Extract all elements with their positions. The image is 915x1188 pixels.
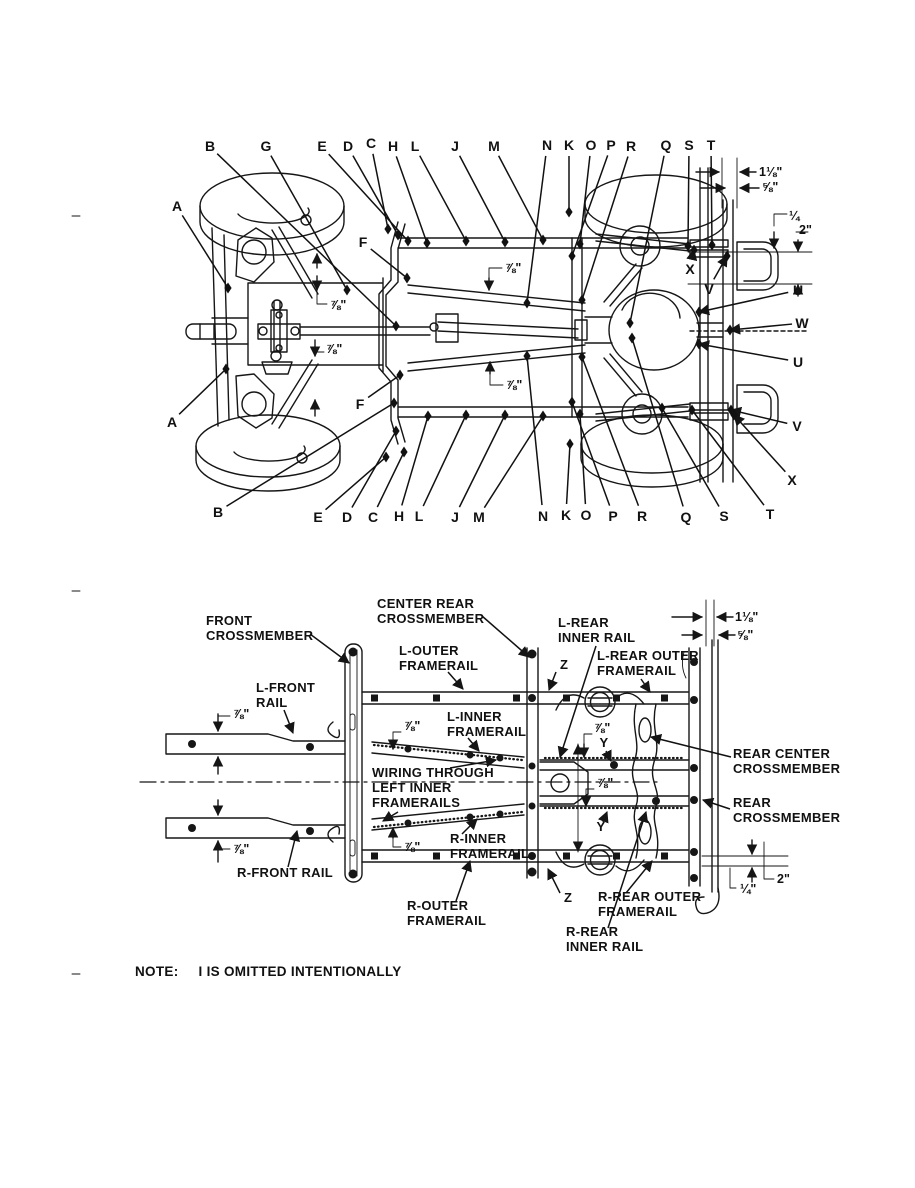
rear-crossmember-label-leader-0 bbox=[703, 800, 730, 809]
note bbox=[135, 964, 402, 979]
callout-letter-s-15: S bbox=[684, 137, 694, 153]
figure-underbody-view bbox=[72, 158, 812, 974]
callout-leader-n-9 bbox=[527, 156, 546, 303]
r-outer-framerail-label-leader-0 bbox=[456, 861, 470, 901]
callout-leader-w-40 bbox=[730, 324, 792, 330]
l-rear-outer-framerail-label-leader-0 bbox=[641, 679, 650, 692]
callout-letter-t-16: T bbox=[706, 137, 716, 153]
callout-letter-b-34: B bbox=[212, 504, 224, 520]
callout-letter-t-31: T bbox=[765, 506, 775, 522]
callout-letter-o-26: O bbox=[580, 507, 592, 523]
callout-letter-x-43: X bbox=[787, 472, 797, 488]
dim-seven-eighths-3: ⅞" bbox=[505, 261, 522, 275]
bolt-marker bbox=[566, 439, 573, 450]
rear-crossmember bbox=[682, 640, 719, 914]
r-rear-outer-framerail-label: R-REAR OUTER FRAMERAIL bbox=[598, 889, 702, 919]
callout-leader-l-6 bbox=[420, 156, 466, 241]
y-upper-label: Y bbox=[599, 735, 609, 750]
bolt-marker bbox=[628, 333, 635, 344]
callout-letter-v-42: V bbox=[792, 418, 802, 434]
dim2-seven-eighths-li: ⅞" bbox=[404, 719, 421, 733]
callout-letter-u-39: U bbox=[792, 282, 804, 298]
callout-letter-e-17: E bbox=[313, 509, 323, 525]
callout-letter-w-40: W bbox=[795, 315, 809, 331]
callout-letter-k-10: K bbox=[563, 137, 575, 153]
dim2-seven-eighths-rf: ⅞" bbox=[233, 842, 250, 856]
l-rear-inner-rail-label: L-REAR INNER RAIL bbox=[558, 615, 636, 645]
callout-leader-r-28 bbox=[582, 357, 638, 506]
callout-leader-c-4 bbox=[373, 154, 388, 229]
center-rear-crossmember-label-leader-0 bbox=[482, 616, 529, 657]
callout-letter-l-6: L bbox=[410, 138, 420, 154]
dim2-two-inch: 2" bbox=[777, 872, 790, 886]
l-outer-framerail-label-leader-0 bbox=[448, 672, 463, 689]
callout-letter-x-37: X bbox=[685, 261, 695, 277]
callout-letter-p-12: P bbox=[606, 137, 616, 153]
callout-letter-g-1: G bbox=[260, 138, 272, 154]
callout-letter-n-24: N bbox=[537, 508, 549, 524]
l-rear-outer-framerail-label: L-REAR OUTER FRAMERAIL bbox=[597, 648, 699, 678]
callout-letter-f-36: F bbox=[355, 396, 365, 412]
bolt-marker bbox=[403, 273, 410, 284]
callout-leader-d-18 bbox=[352, 431, 396, 507]
dim-seven-eighths-2: ⅞" bbox=[326, 342, 343, 356]
callout-letter-d-18: D bbox=[341, 509, 353, 525]
callout-leader-b-34 bbox=[227, 403, 394, 506]
callout-letter-o-11: O bbox=[585, 137, 597, 153]
bolt-marker bbox=[424, 411, 431, 422]
callout-leader-h-20 bbox=[402, 416, 428, 505]
callout-letter-a-33: A bbox=[166, 414, 178, 430]
callout-letter-q-29: Q bbox=[680, 509, 692, 525]
differential bbox=[609, 290, 699, 370]
l-inner-framerail-label-leader-0 bbox=[468, 738, 479, 751]
margin-dash bbox=[72, 216, 80, 974]
dim2-one-eighth: 1⅛" bbox=[735, 610, 759, 624]
note-text: I IS OMITTED INTENTIONALLY bbox=[198, 964, 402, 979]
callout-letter-b-0: B bbox=[204, 138, 216, 154]
r-front-rail-label: R-FRONT RAIL bbox=[237, 865, 334, 880]
drive-shaft bbox=[438, 322, 578, 338]
callout-leader-n-24 bbox=[527, 356, 542, 505]
bolt-marker bbox=[568, 397, 575, 408]
callout-letter-u-41: U bbox=[792, 354, 804, 370]
rear-crossmember-label: REAR CROSSMEMBER bbox=[733, 795, 841, 825]
dim2-five-eighths: ⅝" bbox=[737, 628, 754, 642]
fig1-callouts bbox=[167, 135, 809, 525]
callout-leader-t-16 bbox=[711, 156, 712, 245]
r-inner-framerail-label: R-INNER FRAMERAIL bbox=[450, 831, 530, 861]
callout-letter-c-4: C bbox=[365, 135, 377, 151]
callout-letter-r-13: R bbox=[625, 138, 637, 154]
dim2-seven-eighths-lf: ⅞" bbox=[233, 707, 250, 721]
callout-letter-h-20: H bbox=[393, 508, 405, 524]
callout-leader-s-30 bbox=[662, 408, 719, 506]
dim2-seven-eighths-c1: ⅞" bbox=[594, 721, 611, 735]
y-lower-label: Y bbox=[596, 819, 606, 834]
callout-letter-n-9: N bbox=[541, 137, 553, 153]
callout-letter-h-5: H bbox=[387, 138, 399, 154]
dim2-one-quarter: ¼" bbox=[740, 882, 757, 896]
dim2-seven-eighths-c2: ⅞" bbox=[597, 776, 614, 790]
callout-letter-m-8: M bbox=[488, 138, 500, 154]
bolt-marker bbox=[222, 364, 229, 375]
callout-leader-j-22 bbox=[459, 415, 505, 507]
callout-letter-q-14: Q bbox=[660, 137, 672, 153]
center-rear-crossmember bbox=[527, 648, 538, 878]
l-front-rail-label-leader-0 bbox=[284, 710, 293, 733]
callout-leader-f-35 bbox=[371, 249, 407, 278]
callout-letter-s-30: S bbox=[719, 508, 729, 524]
callout-leader-l-21 bbox=[423, 415, 466, 506]
callout-letter-a-32: A bbox=[171, 198, 183, 214]
callout-letter-d-3: D bbox=[342, 138, 354, 154]
callout-letter-l-21: L bbox=[414, 508, 424, 524]
z-upper-label: Z bbox=[560, 657, 569, 672]
callout-leader-f-36 bbox=[368, 375, 400, 398]
dim-seven-eighths-4: ⅞" bbox=[506, 378, 523, 392]
bolt-marker bbox=[626, 318, 633, 329]
wiring-label: WIRING THROUGH LEFT INNER FRAMERAILS bbox=[372, 765, 494, 810]
callout-letter-m-23: M bbox=[473, 509, 485, 525]
callout-leader-u-41 bbox=[699, 344, 788, 360]
rear-center-crossmember-label-leader-0 bbox=[651, 737, 731, 757]
callout-letter-p-27: P bbox=[608, 508, 618, 524]
l-inner-framerail-label: L-INNER FRAMERAIL bbox=[447, 709, 527, 739]
front-crossmember bbox=[345, 644, 362, 882]
tire-rear-right-top bbox=[585, 175, 727, 247]
callout-letter-k-25: K bbox=[560, 507, 572, 523]
callout-letter-f-35: F bbox=[358, 234, 368, 250]
callout-leader-a-32 bbox=[182, 215, 228, 288]
callout-leader-b-0 bbox=[217, 154, 396, 326]
callout-leader-p-12 bbox=[572, 155, 608, 256]
callout-leader-h-5 bbox=[396, 156, 427, 243]
bolt-marker bbox=[695, 339, 702, 350]
callout-leader-k-25 bbox=[567, 444, 570, 504]
dim2-seven-eighths-ri: ⅞" bbox=[404, 840, 421, 854]
dim-two-inch: 2" bbox=[799, 223, 812, 237]
callout-letter-r-28: R bbox=[636, 508, 648, 524]
universal-joint-cross bbox=[258, 310, 300, 352]
z-upper-label-leader-0 bbox=[549, 672, 556, 690]
dim-seven-eighths-1: ⅞" bbox=[330, 298, 347, 312]
rear-frame-section bbox=[540, 687, 688, 875]
callout-letter-c-19: C bbox=[367, 509, 379, 525]
bolt-marker bbox=[708, 240, 715, 251]
dim-one-quarter: ¼ bbox=[789, 209, 800, 223]
bolt-marker bbox=[568, 251, 575, 262]
callout-leader-j-7 bbox=[460, 156, 505, 242]
callout-leader-a-33 bbox=[179, 369, 226, 414]
callout-leader-s-15 bbox=[688, 156, 689, 246]
callout-letter-j-22: J bbox=[451, 509, 459, 525]
center-rear-crossmember-label: CENTER REAR CROSSMEMBER bbox=[377, 596, 485, 626]
callout-leader-v-38 bbox=[714, 256, 727, 279]
bolt-marker bbox=[578, 295, 585, 306]
r-front-rail-label-leader-0 bbox=[288, 831, 297, 867]
bolt-marker bbox=[565, 207, 572, 218]
r-outer-framerail-label: R-OUTER FRAMERAIL bbox=[407, 898, 487, 928]
callout-leader-e-2 bbox=[329, 154, 408, 241]
rear-center-crossmember-label: REAR CENTER CROSSMEMBER bbox=[733, 746, 841, 776]
front-crossmember-label: FRONT CROSSMEMBER bbox=[206, 613, 314, 643]
callout-letter-j-7: J bbox=[451, 138, 459, 154]
callout-letter-v-38: V bbox=[704, 281, 714, 297]
z-lower-label-leader-0 bbox=[548, 869, 560, 893]
dim-five-eighths: ⅝" bbox=[762, 180, 779, 194]
front-crossmember-label-leader-0 bbox=[310, 634, 349, 663]
dim-one-eighth: 1⅛" bbox=[759, 165, 783, 179]
l-front-rail-label: L-FRONT RAIL bbox=[256, 680, 316, 710]
bolt-marker bbox=[423, 238, 430, 249]
callout-letter-e-2: E bbox=[317, 138, 327, 154]
bolt-marker bbox=[384, 224, 391, 235]
bolt-marker bbox=[523, 298, 530, 309]
z-lower-label: Z bbox=[564, 890, 573, 905]
l-outer-framerail-label: L-OUTER FRAMERAIL bbox=[399, 643, 479, 673]
r-rear-inner-rail-label: R-REAR INNER RAIL bbox=[566, 924, 644, 954]
bolt-marker bbox=[392, 321, 399, 332]
note-prefix: NOTE: bbox=[135, 964, 179, 979]
